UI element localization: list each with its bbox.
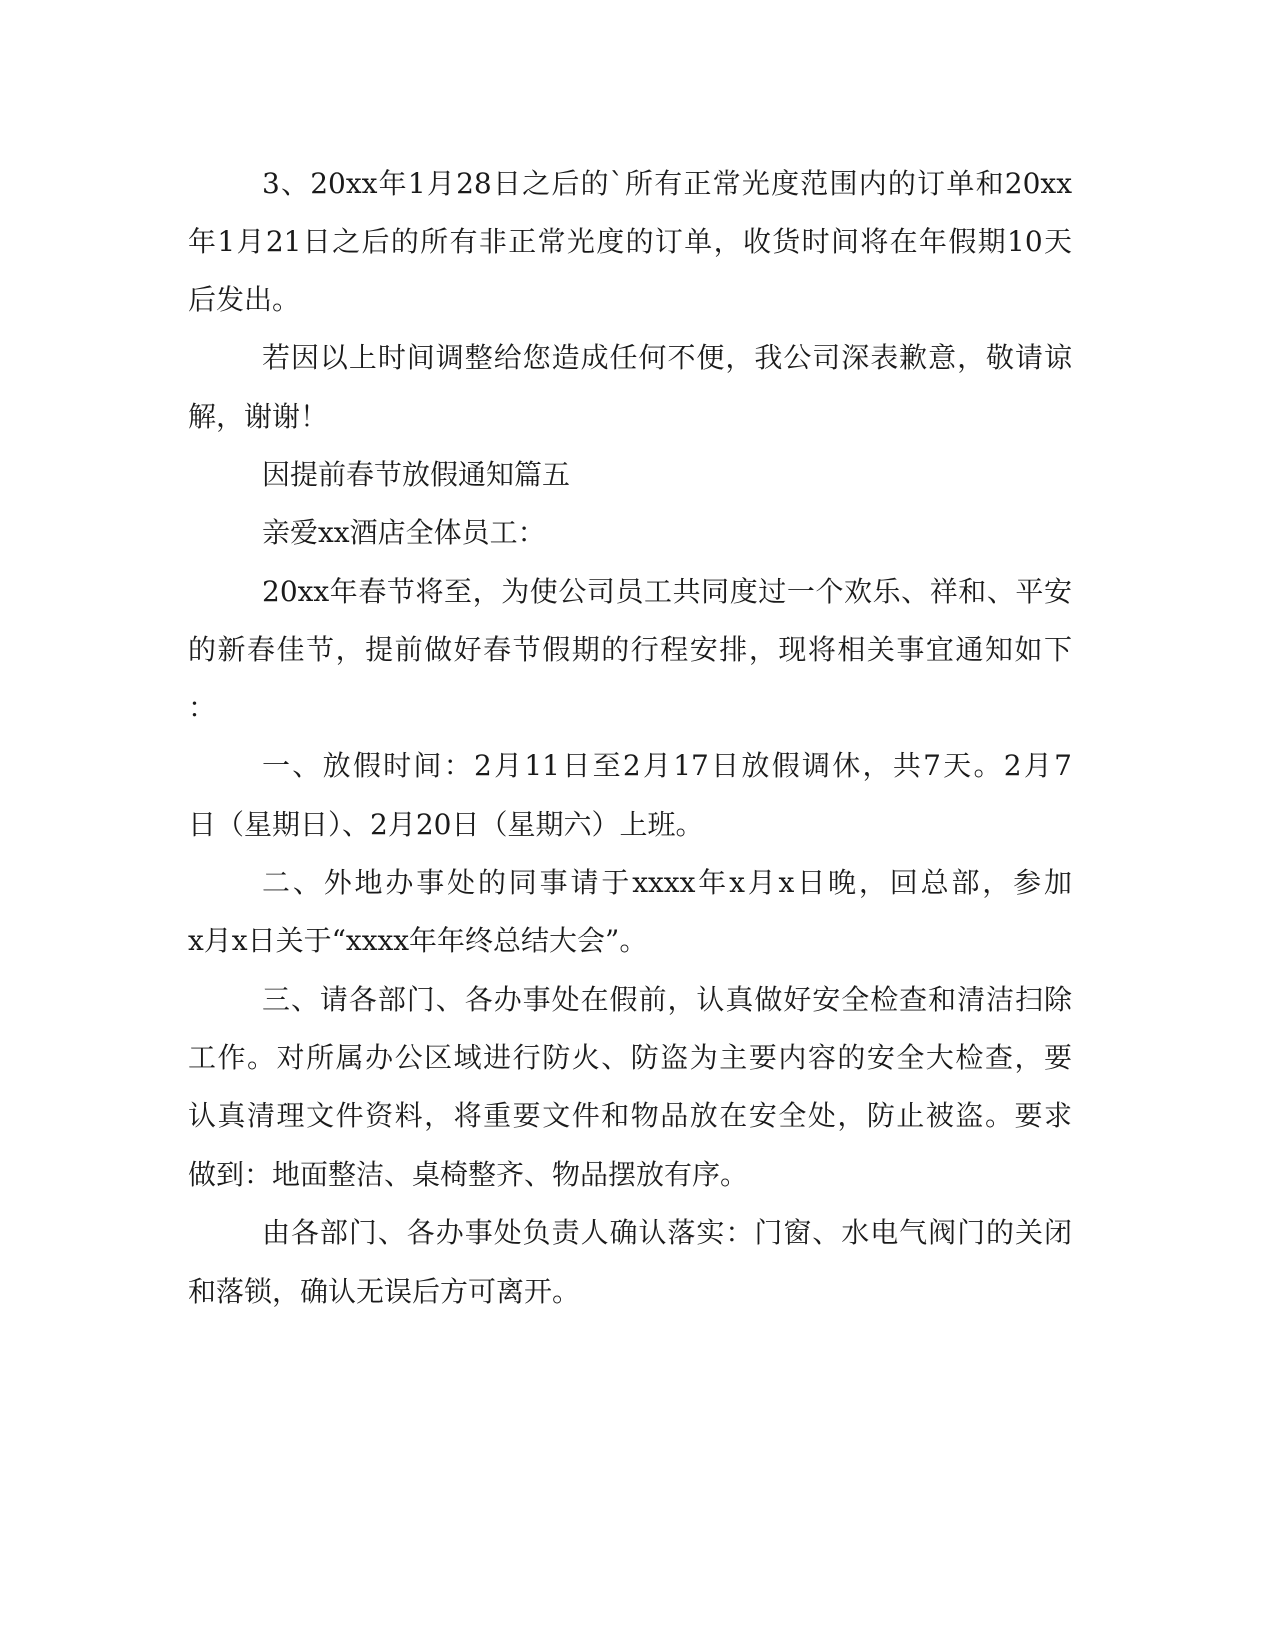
- paragraph-line: 后发出。: [188, 283, 301, 316]
- paragraph-line: ：: [188, 691, 217, 724]
- section-heading: 因提前春节放假通知篇五: [262, 458, 571, 491]
- paragraph-line: x月x日关于“xxxx年年终总结大会”。: [188, 924, 648, 957]
- paragraph-line: 的新春佳节，提前做好春节假期的行程安排，现将相关事宜通知如下: [188, 633, 1072, 666]
- paragraph-line: 日（星期日）、2月20日（星期六）上班。: [188, 808, 704, 841]
- paragraph-line: 工作。对所属办公区域进行防火、防盗为主要内容的安全大检查，要: [188, 1041, 1072, 1074]
- paragraph-line: 三、请各部门、各办事处在假前，认真做好安全检查和清洁扫除: [262, 983, 1072, 1016]
- paragraph-line: 认真清理文件资料，将重要文件和物品放在安全处，防止被盗。要求: [188, 1099, 1072, 1132]
- paragraph-line: 20xx年春节将至，为使公司员工共同度过一个欢乐、祥和、平安: [262, 575, 1072, 608]
- paragraph-line: 3、20xx年1月28日之后的`所有正常光度范围内的订单和20xx: [262, 167, 1072, 200]
- paragraph-line: 和落锁，确认无误后方可离开。: [188, 1275, 581, 1308]
- paragraph-line: 年1月21日之后的所有非正常光度的订单，收货时间将在年假期10天: [188, 225, 1072, 258]
- salutation: 亲爱xx酒店全体员工：: [262, 516, 546, 549]
- paragraph-line: 解，谢谢！: [188, 400, 329, 433]
- paragraph-line: 一、放假时间：2月11日至2月17日放假调休，共7天。2月7: [262, 749, 1072, 782]
- paragraph-line: 若因以上时间调整给您造成任何不便，我公司深表歉意，敬请谅: [262, 341, 1072, 374]
- paragraph-line: 二、外地办事处的同事请于xxxx年x月x日晚，回总部，参加: [262, 866, 1072, 899]
- paragraph-line: 由各部门、各办事处负责人确认落实：门窗、水电气阀门的关闭: [262, 1216, 1072, 1249]
- paragraph-line: 做到：地面整洁、桌椅整齐、物品摆放有序。: [188, 1158, 749, 1191]
